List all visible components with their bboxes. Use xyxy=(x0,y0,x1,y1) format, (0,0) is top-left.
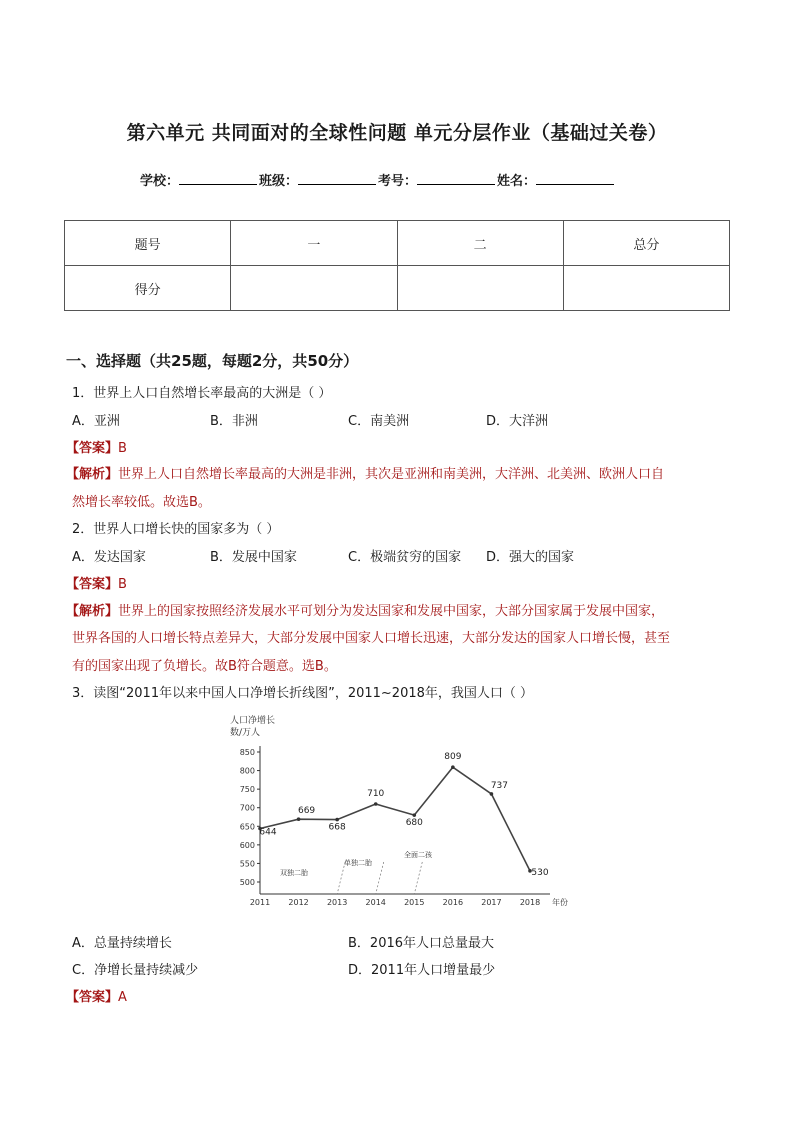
student-info xyxy=(140,170,616,189)
annotation-leader xyxy=(376,862,384,894)
population-growth-chart xyxy=(230,712,568,912)
data-label: 710 xyxy=(367,789,385,799)
x-tick-label: 2014 xyxy=(365,898,386,907)
name-label: 姓名： xyxy=(497,174,537,189)
score-cell[interactable] xyxy=(397,266,563,311)
data-label: 809 xyxy=(444,752,462,763)
exam-no-label: 考号： xyxy=(378,174,418,189)
annotation-leader xyxy=(414,862,422,894)
y-tick-label: 800 xyxy=(239,766,255,776)
y-tick-label: 550 xyxy=(239,859,255,869)
q1-options xyxy=(72,410,548,429)
data-label: 644 xyxy=(259,827,277,838)
option[interactable]: D．大洋洲 xyxy=(486,414,549,429)
class-label: 班级： xyxy=(259,174,299,189)
data-label: 737 xyxy=(490,780,509,791)
header-cell: 二 xyxy=(397,221,563,266)
school-label: 学校： xyxy=(140,174,180,189)
y-tick-label: 650 xyxy=(239,822,255,832)
y-tick-label: 700 xyxy=(239,803,255,813)
x-tick-label: 2018 xyxy=(519,898,541,907)
q1-stem: 1．世界上人口自然增长率最高的大洲是（ ） xyxy=(72,386,332,401)
y-tick-label: 500 xyxy=(239,878,255,887)
header-cell: 一 xyxy=(231,221,397,266)
option[interactable]: B．2016年人口总量最大 xyxy=(348,936,495,951)
data-label: 530 xyxy=(531,867,549,878)
data-point xyxy=(335,818,339,822)
score-table xyxy=(64,220,730,311)
data-point xyxy=(374,802,378,806)
q2-options xyxy=(72,546,574,565)
option[interactable]: B．非洲 xyxy=(210,414,258,429)
q3-answer: 【答案】A xyxy=(66,990,127,1005)
q1-analysis: 【解析】世界上人口自然增长率最高的大洲是非洲，其次是亚洲和南美洲，大洋洲、北美洲、欧洲人口自 xyxy=(66,467,665,482)
header-cell: 总分 xyxy=(563,221,729,266)
exam-no-field[interactable] xyxy=(417,172,495,185)
series-line xyxy=(260,767,530,871)
option[interactable]: C．净增长量持续减少 xyxy=(72,963,199,978)
q3-options-row2 xyxy=(72,959,495,978)
x-tick-label: 2017 xyxy=(481,898,502,907)
x-tick-label: 2013 xyxy=(326,898,348,907)
q2-answer: 【答案】B xyxy=(66,577,127,592)
q2-stem: 2．世界人口增长快的国家多为（ ） xyxy=(72,522,280,537)
option[interactable]: A．发达国家 xyxy=(72,550,146,565)
section-heading: 一、选择题（共25题，每题2分，共50分） xyxy=(66,352,359,370)
q2-analysis-cont: 世界各国的人口增长特点差异大，大部分发展中国家人口增长迅速，大部分发达的国家人口增长慢，甚至 xyxy=(72,631,671,646)
x-axis-label: 年份 xyxy=(552,898,568,907)
row-label: 得分 xyxy=(65,266,231,311)
y-tick-label: 600 xyxy=(239,840,255,850)
q2-analysis-cont: 有的国家出现了负增长。故B符合题意。选B。 xyxy=(72,659,337,674)
data-point xyxy=(451,765,455,769)
x-tick-label: 2011 xyxy=(249,898,271,907)
option[interactable]: B．发展中国家 xyxy=(210,550,297,565)
option[interactable]: A．亚洲 xyxy=(72,414,120,429)
data-point xyxy=(490,792,494,796)
score-table-row xyxy=(65,266,730,311)
score-cell[interactable] xyxy=(231,266,397,311)
header-cell: 题号 xyxy=(65,221,231,266)
y-tick-label: 850 xyxy=(239,748,255,757)
data-point xyxy=(412,813,416,817)
class-field[interactable] xyxy=(298,172,376,185)
q3-options-row1 xyxy=(72,932,494,951)
name-field[interactable] xyxy=(536,172,614,185)
annotation-label: 单独二胎 xyxy=(344,859,372,867)
annotation-label: 全面二孩 xyxy=(404,851,432,859)
data-label: 680 xyxy=(405,818,423,829)
score-table-header xyxy=(65,221,730,266)
q2-analysis: 【解析】世界上的国家按照经济发展水平可划分为发达国家和发展中国家，大部分国家属于发展中国家， xyxy=(66,604,665,619)
data-label: 668 xyxy=(328,822,346,833)
page-title: 第六单元 共同面对的全球性问题 单元分层作业（基础过关卷） xyxy=(126,122,668,144)
score-cell[interactable] xyxy=(563,266,729,311)
data-point xyxy=(297,817,301,821)
x-tick-label: 2012 xyxy=(288,898,309,907)
q1-answer: 【答案】B xyxy=(66,441,127,456)
y-axis-label: 人口净增长 xyxy=(230,716,276,726)
data-label: 669 xyxy=(297,806,316,817)
x-tick-label: 2015 xyxy=(404,898,425,907)
y-axis-label: 数/万人 xyxy=(230,728,261,738)
option[interactable]: C．极端贫穷的国家 xyxy=(348,550,462,565)
option[interactable]: C．南美洲 xyxy=(348,414,410,429)
q3-stem: 3．读图“2011年以来中国人口净增长折线图”，2011~2018年，我国人口（ ） xyxy=(72,686,534,701)
school-field[interactable] xyxy=(179,172,257,185)
q1-analysis-cont: 然增长率较低。故选B。 xyxy=(72,495,211,510)
option[interactable]: A．总量持续增长 xyxy=(72,936,172,951)
option[interactable]: D．2011年人口增量最少 xyxy=(348,963,496,978)
x-tick-label: 2016 xyxy=(442,898,464,907)
y-tick-label: 750 xyxy=(239,785,255,795)
option[interactable]: D．强大的国家 xyxy=(486,550,575,565)
annotation-label: 双独二胎 xyxy=(280,869,308,877)
